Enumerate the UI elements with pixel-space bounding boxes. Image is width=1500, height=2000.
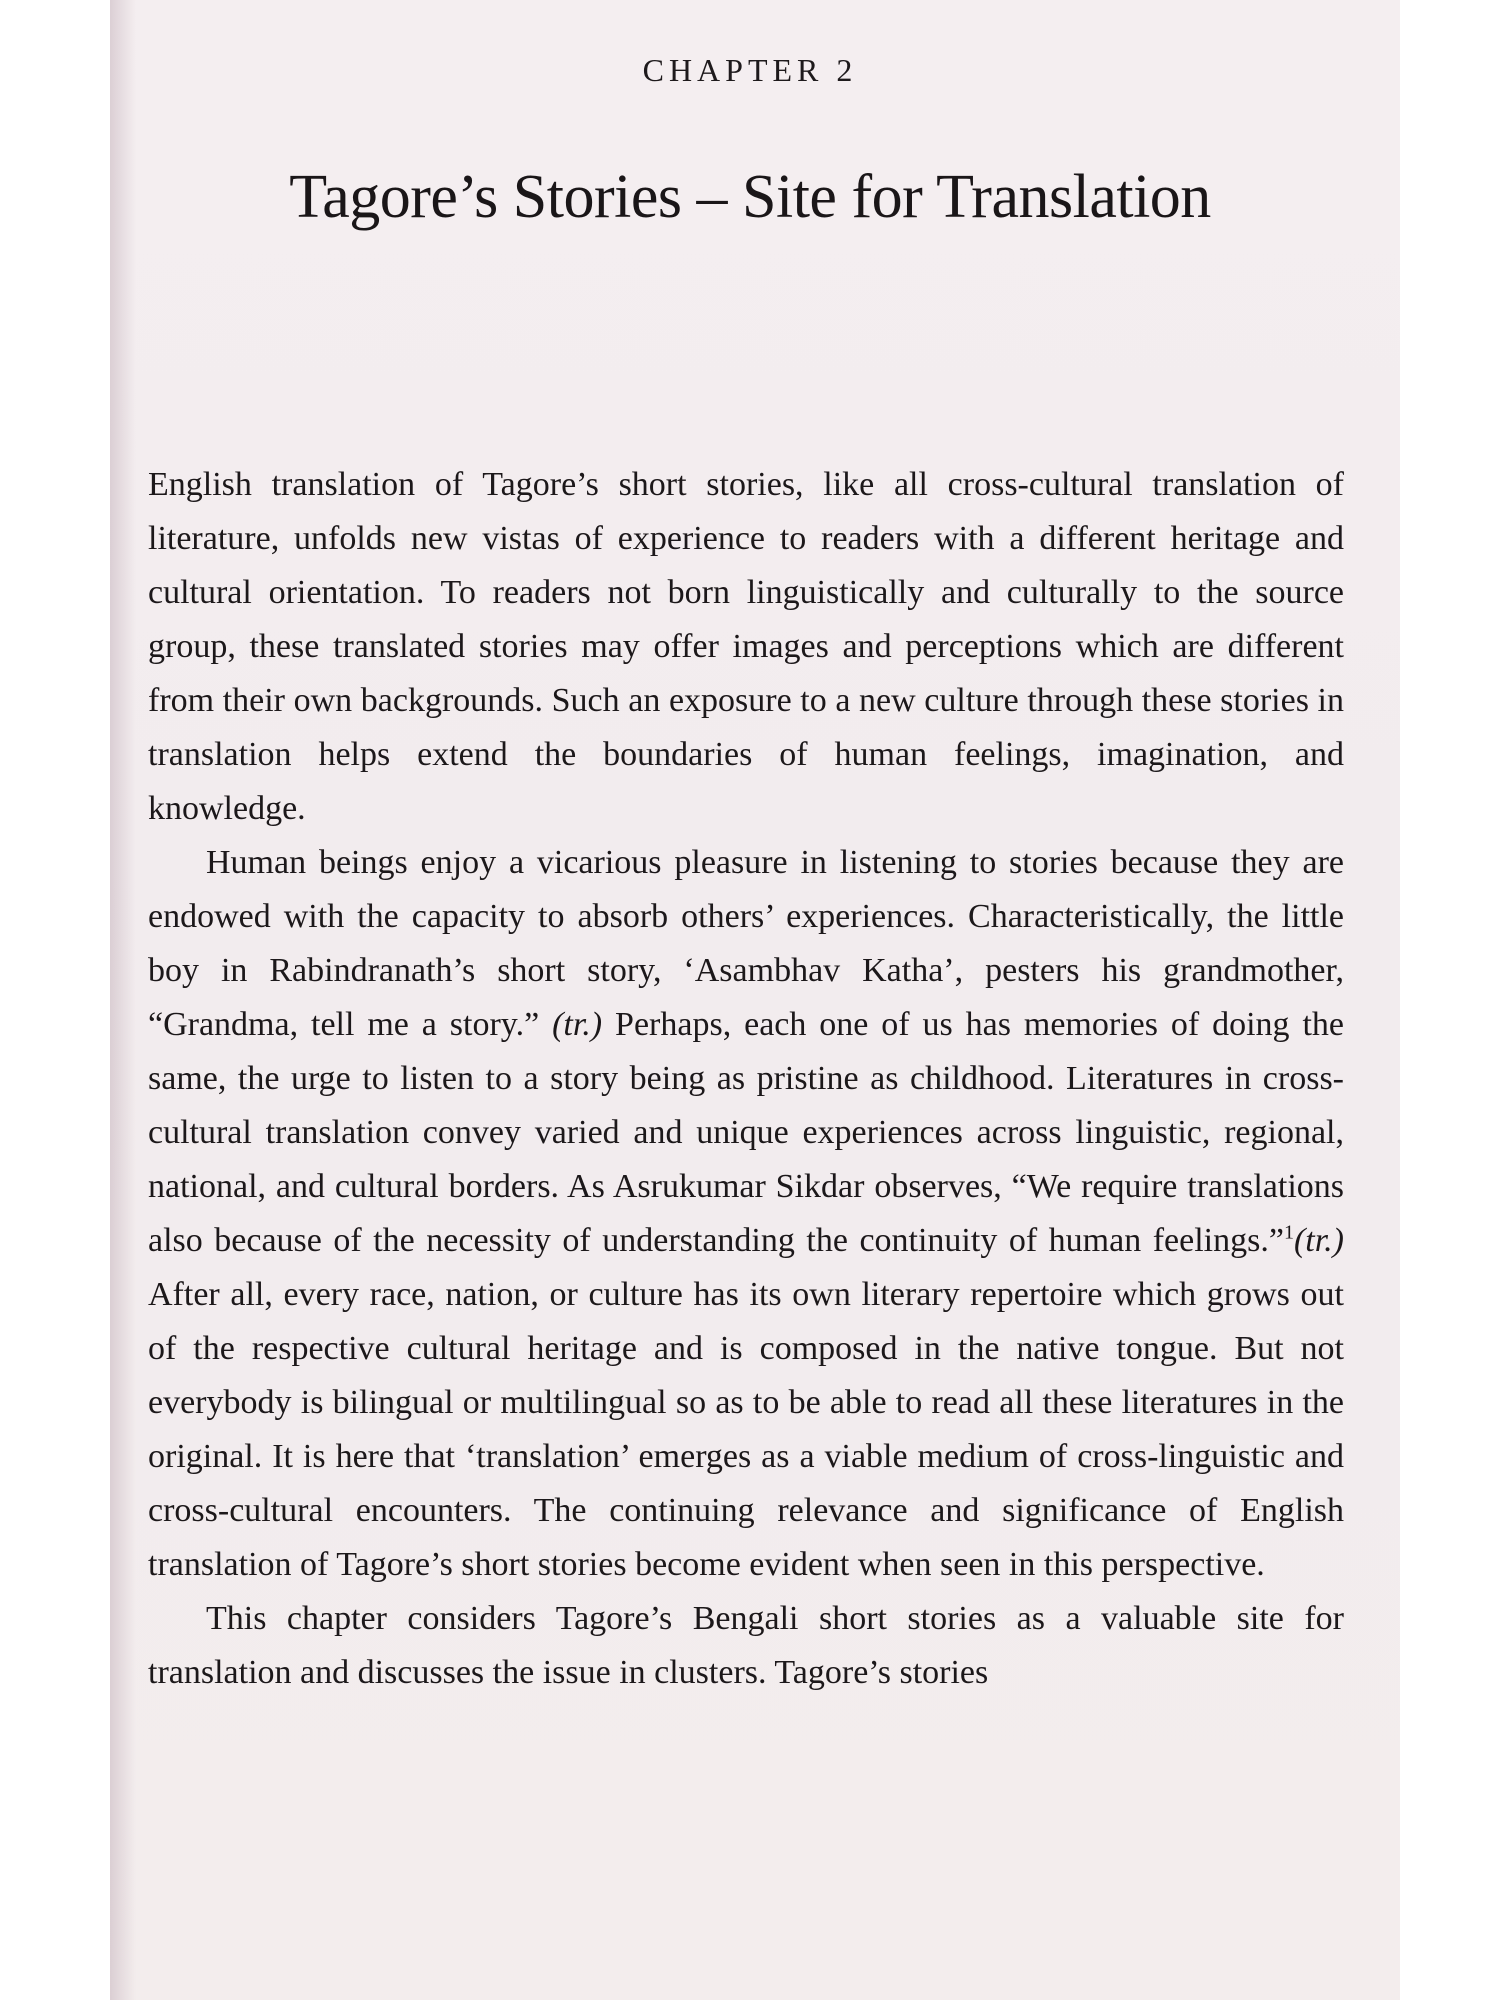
paragraph-2-part-3: After all, every race, nation, or culture has its own literary repertoire which grows out of the respective cultural heritage and is composed in the native tongue. But not everybody is bilingual or multilingual so as to be able to read all these literatures in the original. It is here that ‘translation’ emerges as a viable medium of cross-linguistic and cross-cultural encounters. The continuing relevance and significance of English translation of Tagore’s short stories become evident when seen in this perspective. — [148, 1276, 1344, 1583]
paragraph-2-part-1: Human beings enjoy a vicarious pleasure in listening to stories because they are endowed with the capacity to absorb others’ experiences. Characteristically, the little boy in Rabindranath’s short story, ‘Asambhav Katha’, pesters his grandmother, “Grandma, tell me a story.” — [148, 844, 1344, 1043]
footnote-marker: 1 — [1283, 1221, 1294, 1244]
translation-marker: (tr.) — [1293, 1222, 1344, 1259]
page-gutter-shadow — [110, 0, 136, 2000]
paragraph-3: This chapter considers Tagore’s Bengali short stories as a valuable site for translation and discusses the issue in clusters. Tagore’s stories — [148, 1600, 1344, 1691]
paragraph-2 — [148, 836, 1344, 1592]
translation-marker: (tr.) — [552, 1006, 603, 1043]
chapter-body — [148, 458, 1344, 1700]
chapter-label: CHAPTER 2 — [642, 52, 858, 88]
chapter-title: Tagore’s Stories – Site for Translation — [289, 163, 1211, 231]
paragraph-1: English translation of Tagore’s short stories, like all cross-cultural translation of literature, unfolds new vistas of experience to readers with a different heritage and cultural orientation. To readers not born linguistically and culturally to the source group, these translated stories may offer images and perceptions which are different from their own backgrounds. Such an exposure to a new culture through these stories in translation helps extend the boundaries of human feelings, imagination, and knowledge. — [148, 466, 1344, 827]
paragraph-2-part-2: Perhaps, each one of us has memories of doing the same, the urge to listen to a story being as pristine as childhood. Literatures in cross-cultural translation convey varied and unique experiences across linguistic, regional, national, and cultural borders. As Asrukumar Sikdar observes, “We require translations also because of the necessity of understanding the continuity of human feelings.” — [148, 1006, 1344, 1259]
